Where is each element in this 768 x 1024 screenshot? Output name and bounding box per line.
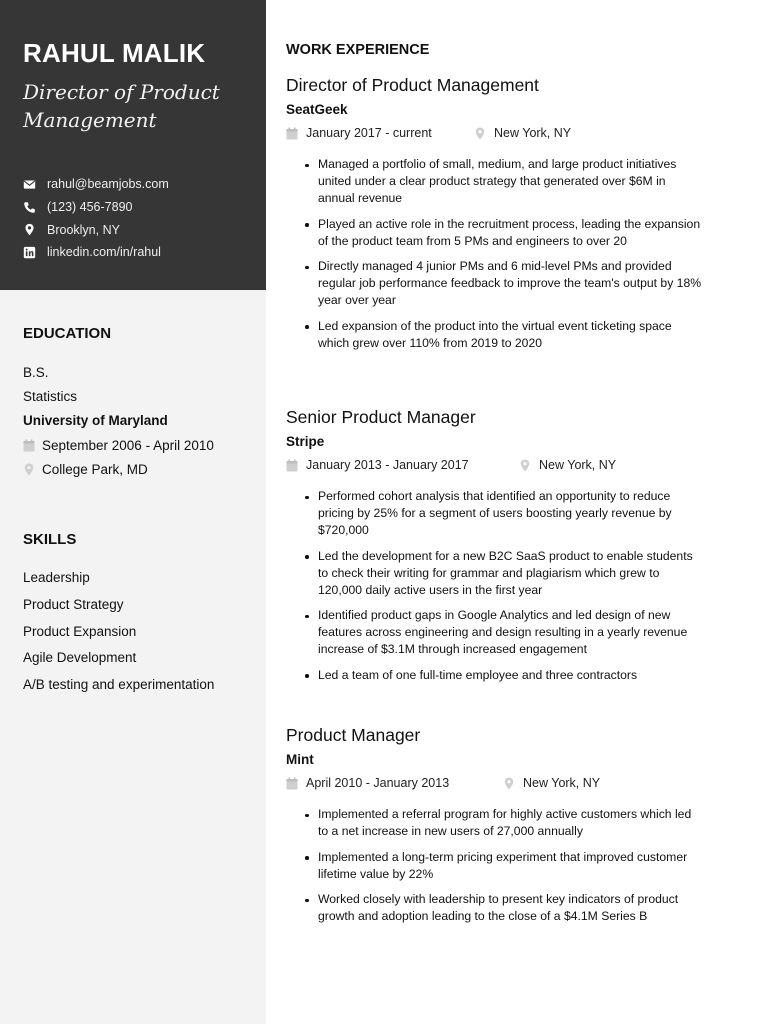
contact-list [23,173,169,264]
job-location [474,126,571,140]
job-dates [286,458,469,472]
education-dates-text: September 2006 - April 2010 [42,438,214,453]
job-bullet: Led a team of one full-time employee and three contractors [304,667,704,684]
job-location-text: New York, NY [523,776,601,790]
job-company: Mint [286,752,314,767]
location-pin-icon [503,777,515,790]
contact-location [23,218,169,241]
job-bullets [304,488,704,684]
calendar-icon [286,459,298,472]
job-role: Senior Product Manager [286,407,476,427]
job-role: Product Manager [286,725,421,745]
job-entry [286,73,736,360]
job-dates [286,126,432,140]
location-pin-icon [519,459,531,472]
job-bullet: Played an active role in the recruitment process, leading the expansion of the product team from 5 PMs and engineers to over 20 [304,216,704,250]
calendar-icon [286,777,298,790]
skill-item: Product Strategy [23,596,124,612]
job-location-text: New York, NY [494,126,572,140]
job-location [503,776,600,790]
skill-item: A/B testing and experimentation [23,677,215,693]
job-bullet: Identified product gaps in Google Analytics and led design of new features across engineering and design resulting in a yearly revenue increase of $3.1M through increased engagement [304,607,704,658]
contact-phone[interactable] [23,196,169,219]
job-meta [286,456,736,480]
contact-linkedin[interactable] [23,241,169,264]
skills-heading: SKILLS [23,531,77,548]
candidate-name: RAHUL MALIK [23,38,206,68]
calendar-icon [286,127,298,140]
job-location [519,458,616,472]
job-dates-text: April 2010 - January 2013 [306,776,450,790]
education-field: Statistics [23,389,78,404]
job-company: SeatGeek [286,102,348,117]
location-pin-icon [23,223,36,236]
job-bullet: Implemented a referral program for highly active customers which led to a net increase in new users of 27,000 annually [304,806,704,840]
calendar-icon [23,439,35,452]
job-bullets [304,806,704,925]
skills-list [23,568,214,702]
job-meta [286,124,736,148]
job-entry [286,405,736,692]
contact-linkedin-text: linkedin.com/in/rahul [47,245,161,260]
envelope-icon [23,178,36,191]
linkedin-icon [23,246,36,259]
contact-phone-text: (123) 456-7890 [47,200,133,215]
job-bullet: Worked closely with leadership to present key indicators of product growth and adoption leading to the close of a $4.1M Series B [304,891,704,925]
education-location [23,462,148,477]
work-experience-heading: WORK EXPERIENCE [286,42,430,58]
job-bullets [304,156,704,352]
skill-item: Product Expansion [23,623,137,639]
job-bullet: Performed cohort analysis that identified an opportunity to reduce pricing by 25% for a segment of users boosting yearly revenue by $720,000 [304,488,704,539]
job-location-text: New York, NY [539,458,617,472]
contact-location-text: Brooklyn, NY [47,222,120,237]
job-entry [286,723,736,934]
skill-item: Leadership [23,570,90,585]
job-bullet: Led expansion of the product into the virtual event ticketing space which grew over 110% from 2019 to 2020 [304,318,704,352]
phone-icon [23,201,36,214]
skill-item: Agile Development [23,650,137,666]
education-degree: B.S. [23,365,49,380]
job-bullet: Implemented a long-term pricing experiment that improved customer lifetime value by 22% [304,849,704,883]
education-dates [23,438,214,453]
profile-header [0,0,266,290]
sidebar [0,0,266,1024]
education-school: University of Maryland [23,413,168,428]
job-bullet: Led the development for a new B2C SaaS product to enable students to check their writing for grammar and plagiarism which grew to 120,000 daily active users in the first year [304,548,704,599]
job-bullet: Directly managed 4 junior PMs and 6 mid-level PMs and provided regular job performance feedback to improve the team's output by 18% year over year [304,258,704,309]
job-company: Stripe [286,434,325,449]
location-pin-icon [23,463,35,476]
job-role: Director of Product Management [286,75,539,95]
education-location-text: College Park, MD [42,462,148,477]
contact-email[interactable] [23,173,169,196]
location-pin-icon [474,127,486,140]
education-heading: EDUCATION [23,325,112,342]
candidate-title: Director of Product Management [23,80,220,132]
job-bullet: Managed a portfolio of small, medium, and large product initiatives united under a clear product strategy that generated over $6M in annual revenue [304,156,704,207]
contact-email-text: rahul@beamjobs.com [47,177,169,192]
job-dates-text: January 2017 - current [306,126,432,140]
job-meta [286,774,736,798]
job-dates-text: January 2013 - January 2017 [306,458,469,472]
job-dates [286,776,449,790]
